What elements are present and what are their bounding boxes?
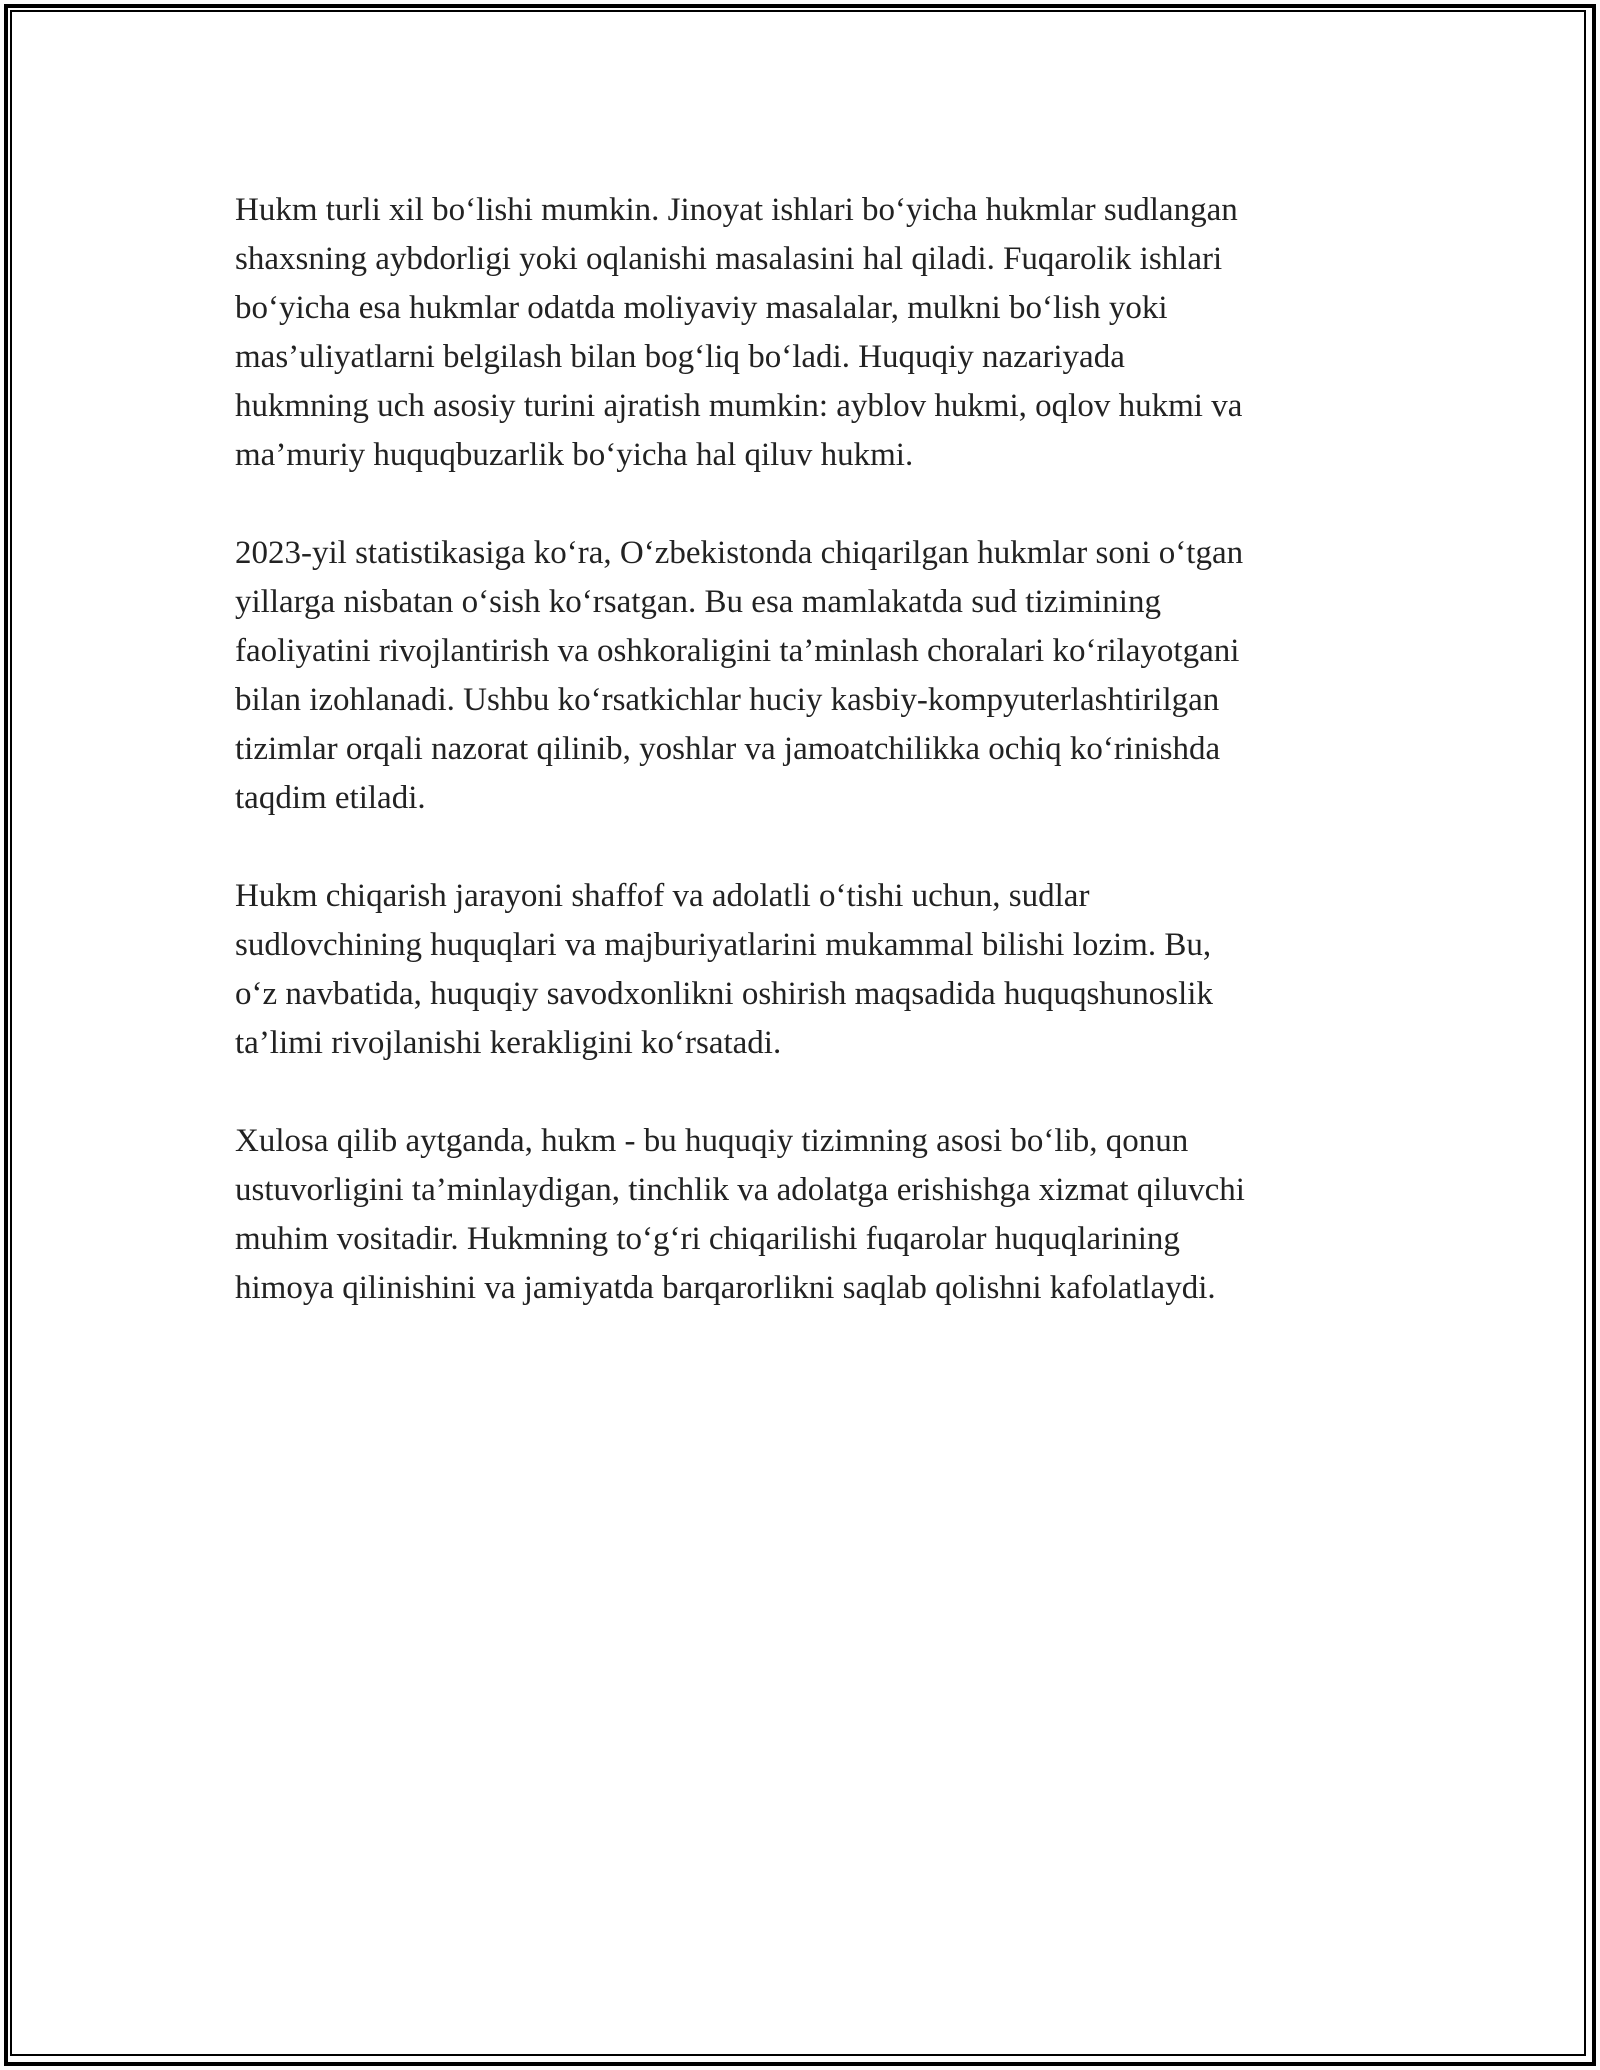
paragraph-1: Hukm turli xil bo‘lishi mumkin. Jinoyat ishlari bo‘yicha hukmlar sudlangan shaxsning aybdorligi yoki oqlanishi masalasini hal qiladi. Fuqarolik ishlari bo‘yicha esa hukmlar odatda moliyaviy masalalar, mulkni bo‘lish yoki mas’uliyatlarni belgilash bilan bog‘liq bo‘ladi. Huquqiy nazariyada hukmning uch asosiy turini ajratish mumkin: ayblov hukmi, oqlov hukmi va ma’muriy huquqbuzarlik bo‘yicha hal qiluv hukmi. <box>235 192 1243 473</box>
paragraph-3: Hukm chiqarish jarayoni shaffof va adolatli o‘tishi uchun, sudlar sudlovchining huquqlari va majburiyatlarini mukammal bilishi lozim. Bu, o‘z navbatida, huquqiy savodxonlikni oshirish maqsadida huquqshunoslik ta’limi rivojlanishi kerakligini ko‘rsatadi. <box>235 878 1213 1061</box>
paragraph-2: 2023-yil statistikasiga ko‘ra, O‘zbekistonda chiqarilgan hukmlar soni o‘tgan yillarga nisbatan o‘sish ko‘rsatgan. Bu esa mamlakatda sud tizimining faoliyatini rivojlantirish va oshkoraligini ta’minlash choralari ko‘rilayotgani bilan izohlanadi. Ushbu ko‘rsatkichlar huciy kasbiy-kompyuterlashtirilgan tizimlar orqali nazorat qilinib, yoshlar va jamoatchilikka ochiq ko‘rinishda taqdim etiladi. <box>235 535 1244 816</box>
document-body <box>235 186 1370 1362</box>
paragraph-4: Xulosa qilib aytganda, hukm - bu huquqiy tizimning asosi bo‘lib, qonun ustuvorligini ta’minlaydigan, tinchlik va adolatga erishishga xizmat qiluvchi muhim vositadir. Hukmning to‘g‘ri chiqarilishi fuqarolar huquqlarining himoya qilinishini va jamiyatda barqarorlikni saqlab qolishni kafolatlaydi. <box>235 1123 1245 1306</box>
